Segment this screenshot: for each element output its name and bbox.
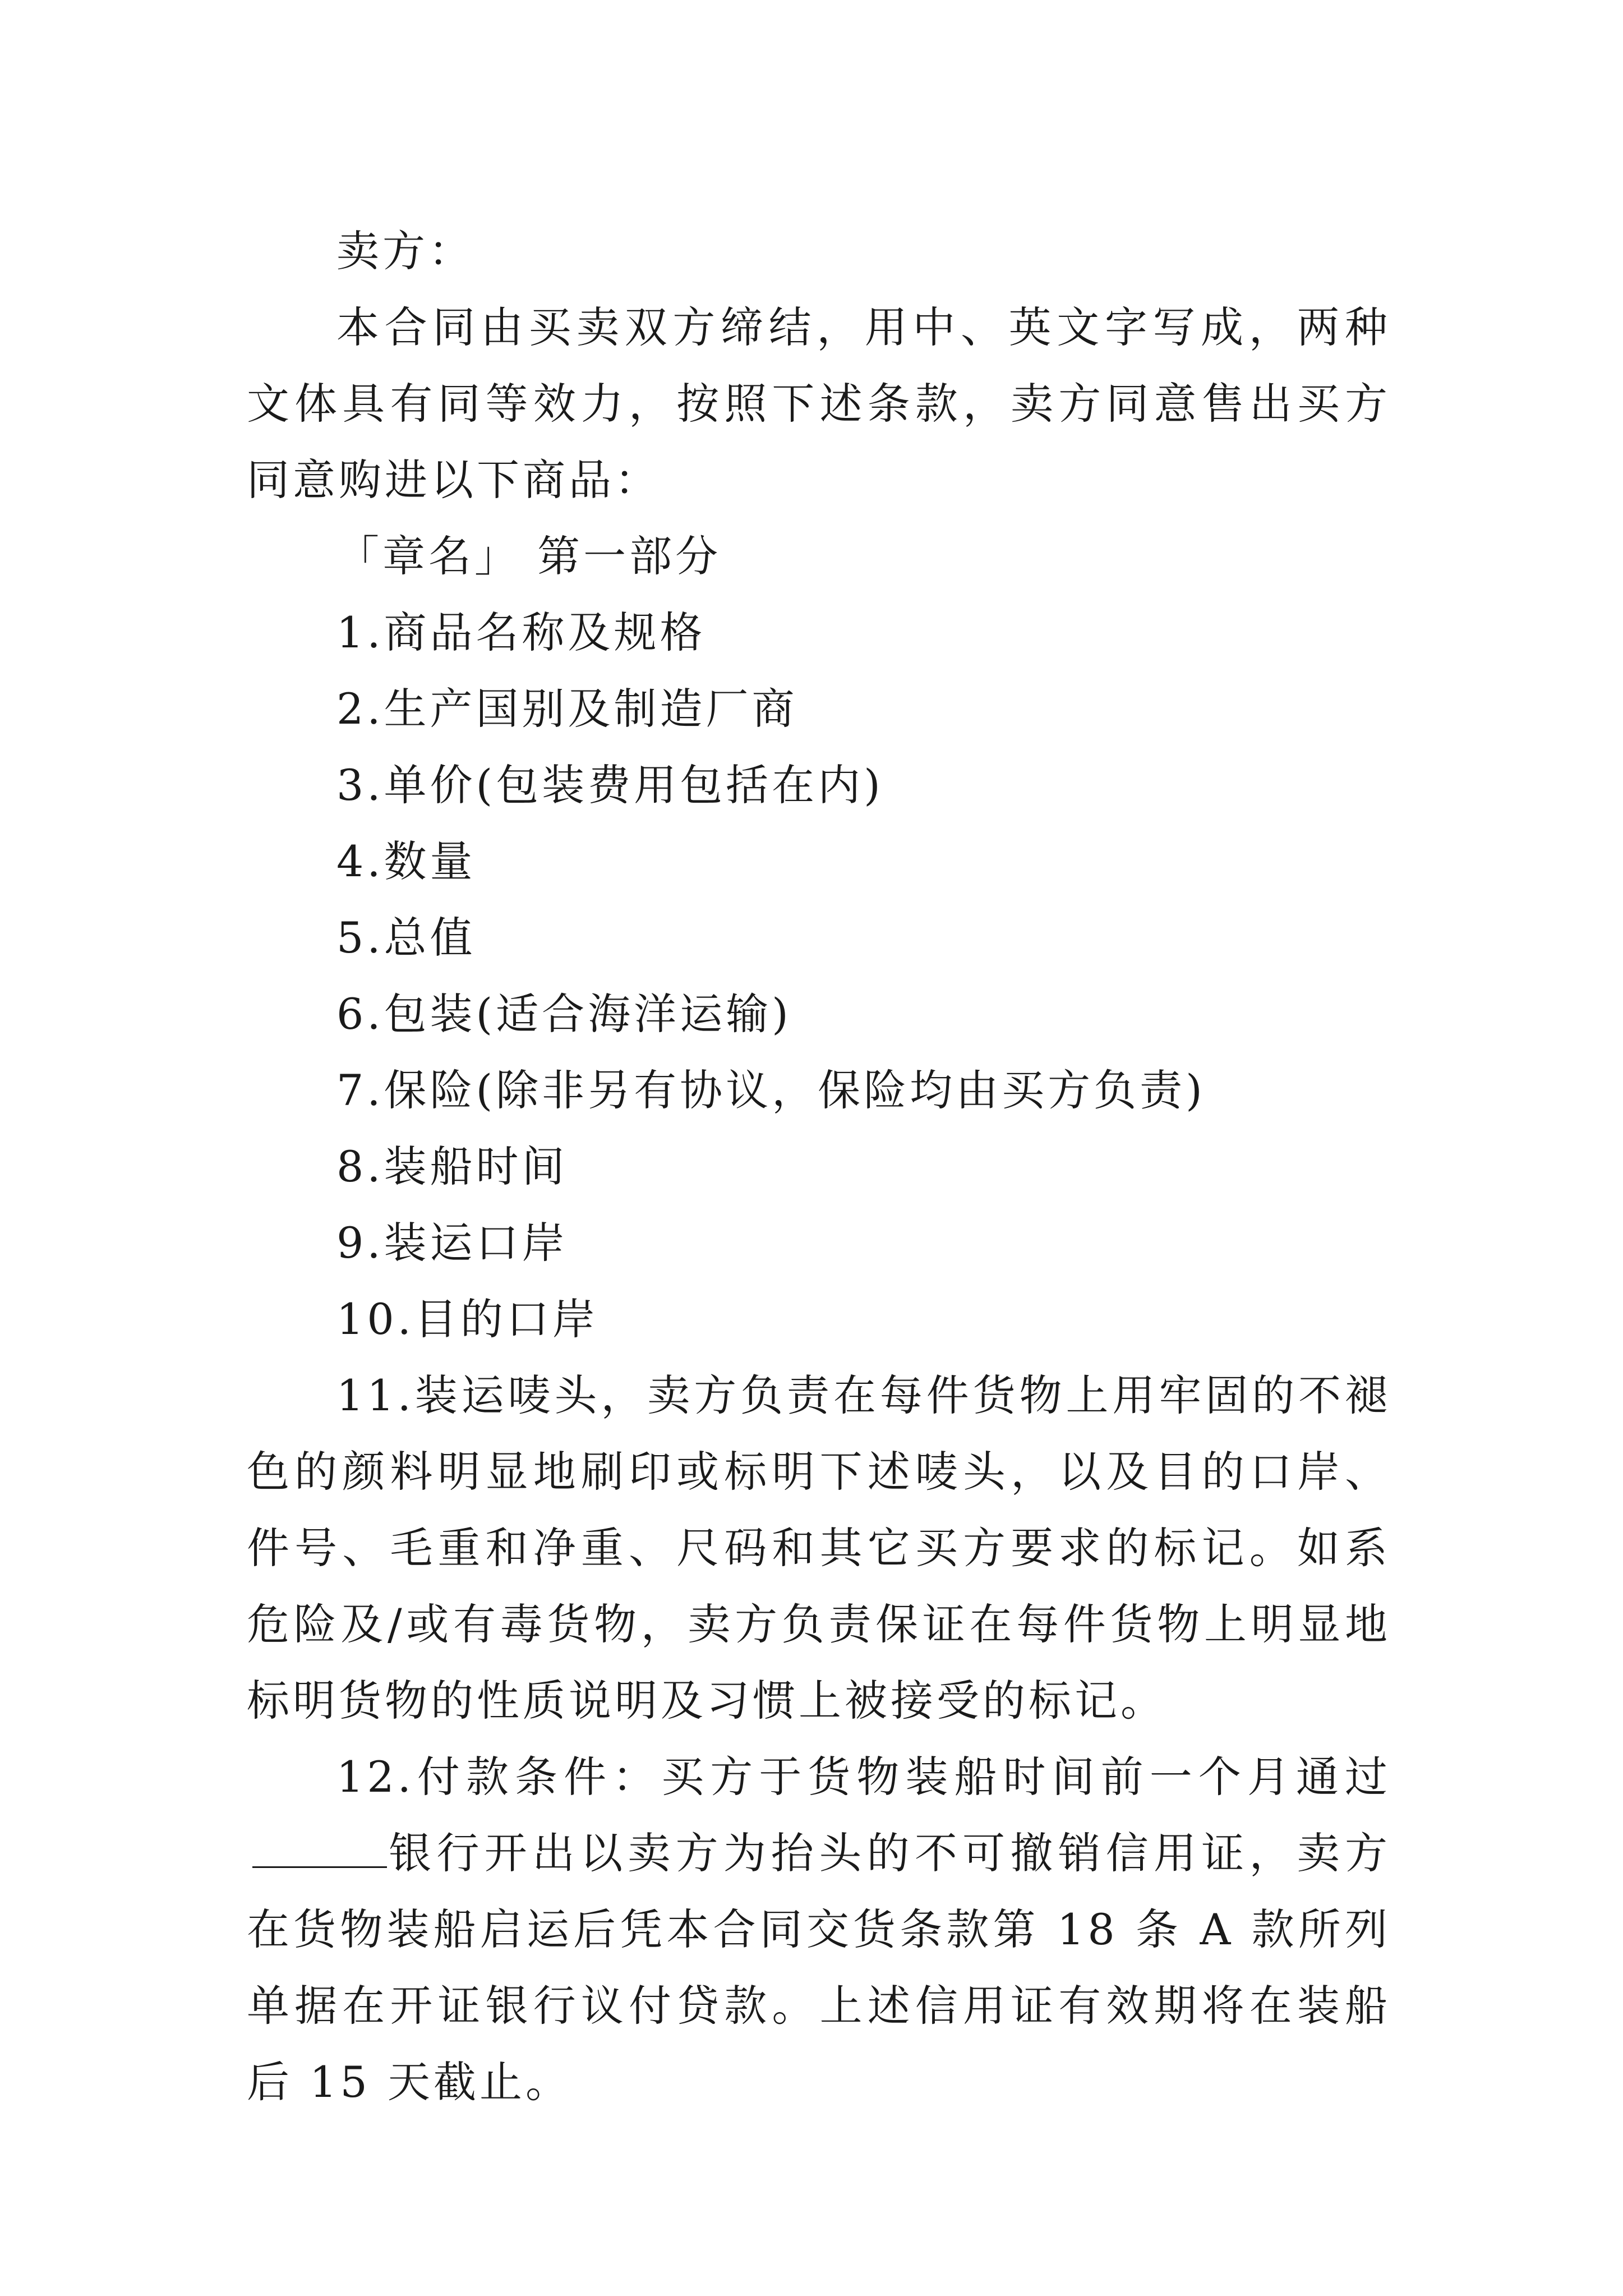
clause-12-paragraph	[247, 1739, 1391, 2120]
list-item: 8.装船时间	[336, 1142, 568, 1191]
clause-12-text-start: 12.付款条件：买方于货物装船时间前一个月通过	[336, 1752, 1391, 1802]
list-item: 7.保险(除非另有协议，保险均由买方负责)	[336, 1065, 1206, 1115]
blank-fill-line	[252, 1866, 387, 1868]
list-item: 6.包装(适合海洋运输)	[336, 989, 792, 1039]
seller-line: 卖方：	[336, 226, 474, 276]
clause-11-paragraph: 11.装运唛头，卖方负责在每件货物上用牢固的不褪色的颜料明显地刷印或标明下述唛头，以及目的口岸、件号、毛重和净重、尺码和其它买方要求的标记。如系危险及/或有毒货物，卖方负责保证在每件货物上明显地标明货物的性质说明及习惯上被接受的标记。	[247, 1370, 1391, 1726]
list-item: 2.生产国别及制造厂商	[336, 684, 798, 734]
list-item: 3.单价(包装费用包括在内)	[336, 760, 884, 810]
clause-12-text-rest: 银行开出以卖方为抬头的不可撤销信用证，卖方在货物装船启运后凭本合同交货条款第 18 条 A 款所列单据在开证银行议付贷款。上述信用证有效期将在装船后 15 天截止。	[247, 1828, 1391, 2107]
list-item: 9.装运口岸	[336, 1218, 568, 1268]
intro-paragraph: 本合同由买卖双方缔结，用中、英文字写成，两种文体具有同等效力，按照下述条款，卖方同意售出买方同意购进以下商品：	[247, 302, 1391, 505]
list-item: 10.目的口岸	[336, 1294, 598, 1344]
document-body	[247, 213, 1391, 2120]
list-item: 4.数量	[336, 836, 476, 886]
list-item: 5.总值	[336, 913, 476, 963]
list-item: 1.商品名称及规格	[336, 608, 706, 657]
chapter-heading: 「章名」 第一部分	[336, 531, 722, 581]
